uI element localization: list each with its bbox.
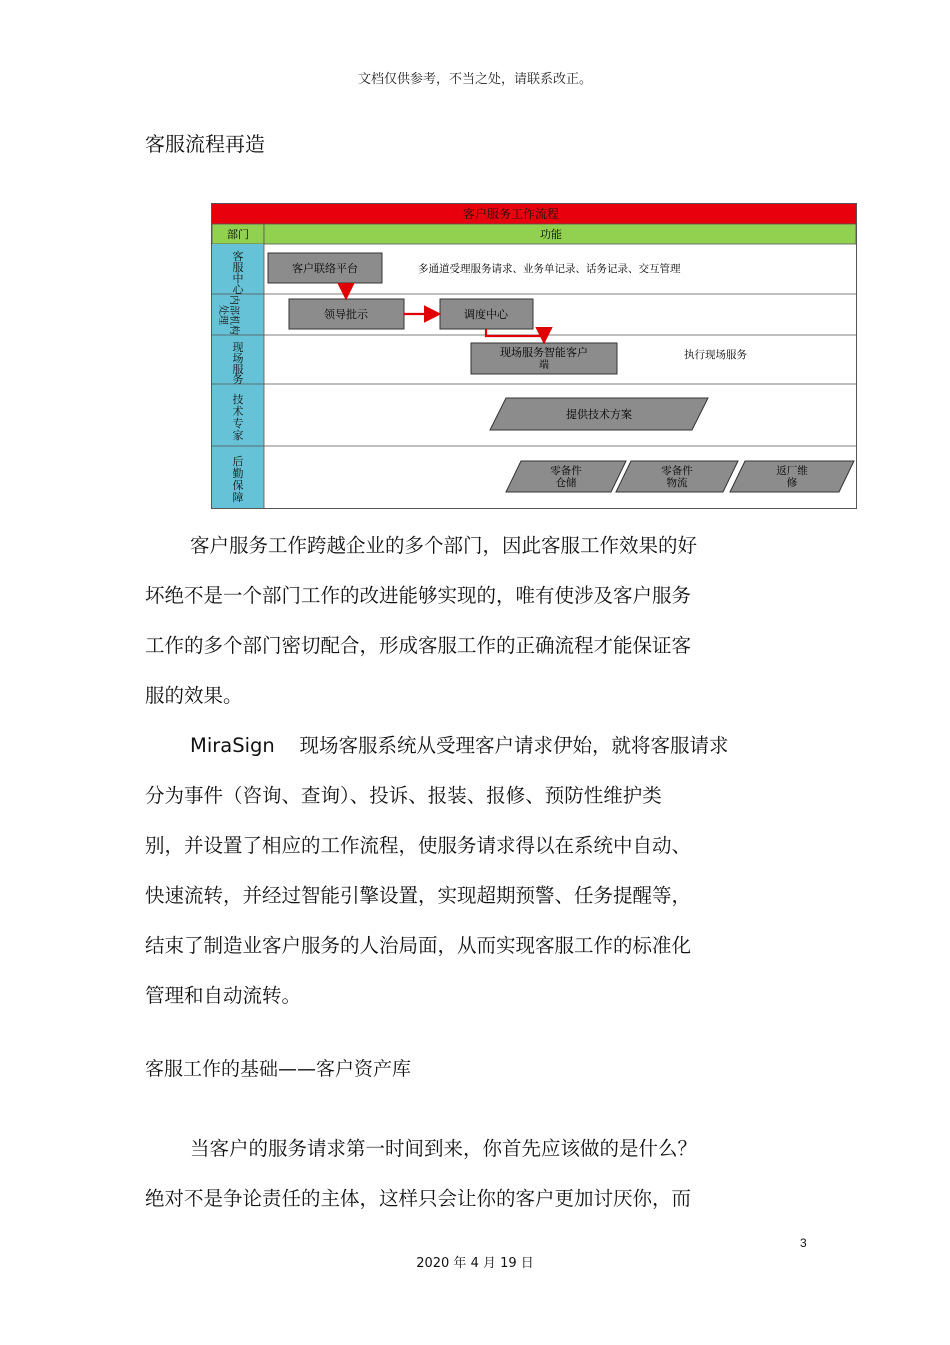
paragraph-1-line: 服的效果。 — [145, 684, 243, 707]
dept-label-logistics-3: 保 — [232, 479, 244, 492]
paragraph-2-line: 快速流转，并经过智能引擎设置，实现超期预警、任务提醒等， — [145, 884, 692, 907]
dept-label-logistics-4: 障 — [232, 491, 244, 504]
paragraph-2-line: 结束了制造业客户服务的人治局面，从而实现客服工作的标准化 — [145, 934, 692, 957]
paragraph-1-line: 客户服务工作跨越企业的多个部门，因此客服工作效果的好 — [190, 534, 698, 557]
paragraph-2-line: 分为事件（咨询、查询）、投诉、报装、报修、预防性维护类 — [145, 784, 662, 807]
box-spare-logistics-label-2: 物流 — [666, 477, 688, 489]
footer-date: 2020 年 4 月 19 日 — [416, 1256, 534, 1271]
dept-label-service-center-4: 心 — [232, 283, 244, 296]
service-flowchart — [211, 203, 857, 509]
dept-label-tech-4: 家 — [232, 429, 244, 442]
box-leader-approval-label: 领导批示 — [324, 308, 368, 321]
box-field-client-label-1: 现场服务智能客户 — [500, 346, 588, 359]
section-title-process: 客服流程再造 — [145, 132, 265, 156]
dept-label-tech-3: 专 — [232, 417, 244, 430]
box-dispatch-center-label: 调度中心 — [464, 308, 508, 321]
paragraph-2-line: 管理和自动流转。 — [145, 984, 302, 1007]
box-return-repair-label-2: 修 — [786, 477, 798, 489]
section-title-asset-library: 客服工作的基础——客户资产库 — [145, 1058, 412, 1080]
dept-label-tech-1: 技 — [232, 393, 244, 406]
box-spare-storage-label-1: 零备件 — [550, 465, 582, 477]
dept-label-field-1: 现 — [232, 341, 244, 354]
col-header-func: 功能 — [540, 228, 562, 241]
dept-label-service-center-3: 中 — [232, 272, 244, 285]
paragraph-3-line: 当客户的服务请求第一时间到来，你首先应该做的是什么？ — [190, 1137, 698, 1160]
center-description: 多通道受理服务请求、业务单记录、话务记录、交互管理 — [418, 263, 681, 275]
box-field-client-label-2: 端 — [539, 360, 549, 371]
box-spare-storage-label-2: 仓储 — [555, 477, 577, 489]
header-note: 文档仅供参考，不当之处，请联系改正。 — [357, 72, 592, 87]
dept-label-service-center-1: 客 — [232, 250, 244, 263]
flowchart-title: 客户服务工作流程 — [462, 207, 560, 221]
paragraph-3-line: 绝对不是争论责任的主体，这样只会让你的客户更加讨厌你，而 — [145, 1187, 692, 1210]
dept-label-service-center-2: 服 — [232, 261, 244, 274]
dept-label-field-3: 服 — [232, 363, 244, 376]
dept-label-tech-2: 术 — [232, 405, 244, 418]
box-spare-logistics-label-1: 零备件 — [661, 465, 693, 477]
dept-label-field-4: 务 — [232, 373, 244, 386]
box-tech-solution-label: 提供技术方案 — [566, 408, 632, 421]
paragraph-2-line: MiraSign 现场客服系统从受理客户请求伊始，就将客服请求 — [190, 734, 729, 757]
paragraph-1-line: 坏绝不是一个部门工作的改进能够实现的，唯有使涉及客户服务 — [145, 584, 692, 607]
col-header-dept: 部门 — [227, 228, 249, 241]
box-return-repair-label-1: 返厂维 — [776, 465, 808, 477]
dept-label-internal-handle: 处理 — [217, 305, 228, 325]
dept-label-field-2: 场 — [232, 352, 244, 365]
box-contact-platform-label: 客户联络平台 — [292, 262, 358, 275]
dept-label-internal: 内部机构 — [228, 295, 239, 335]
paragraph-2-line: 别，并设置了相应的工作流程，使服务请求得以在系统中自动、 — [145, 834, 692, 857]
page-number: 3 — [800, 1236, 807, 1250]
dept-label-logistics-2: 勤 — [232, 467, 244, 480]
dept-label-logistics-1: 后 — [232, 455, 244, 468]
paragraph-1-line: 工作的多个部门密切配合，形成客服工作的正确流程才能保证客 — [145, 634, 692, 657]
field-description: 执行现场服务 — [684, 349, 747, 361]
